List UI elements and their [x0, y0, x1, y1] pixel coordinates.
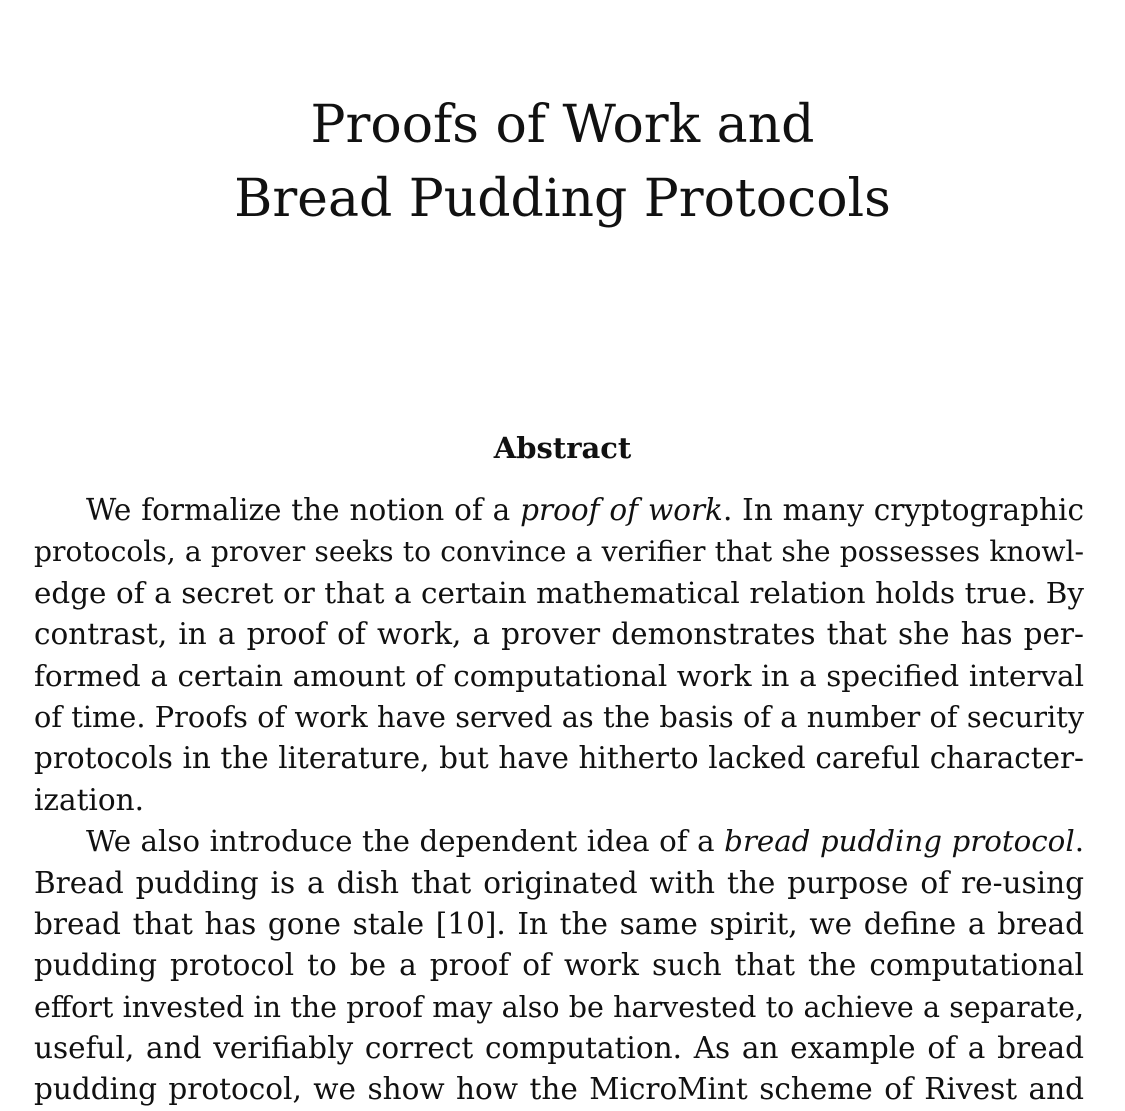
abstract-p1-line-3: edge of a secret or that a certain mathematical relation holds true. By	[34, 575, 1084, 610]
abstract-p2-line-5: effort invested in the proof may also be harvested to achieve a separate,	[34, 990, 1084, 1024]
abstract-p1-line-1-post: . In many cryptographic	[722, 493, 1084, 527]
abstract-term-proof-of-work: proof of work	[520, 493, 723, 527]
abstract-p1-line-2: protocols, a prover seeks to convince a verifier that she possesses knowl-	[34, 535, 1084, 569]
abstract-p1-line-1	[34, 490, 1084, 531]
abstract-term-bread-pudding-protocol: bread pudding protocol	[724, 824, 1075, 859]
abstract-p2-line-3: bread that has gone stale [10]. In the same spirit, we define a bread	[34, 906, 1084, 941]
abstract-p2-line-1-pre: We also introduce the dependent idea of a	[86, 824, 725, 859]
title-line-2: Bread Pudding Protocols	[234, 169, 891, 229]
abstract-p1-line-8: ization.	[34, 782, 144, 817]
abstract-p1-line-6: of time. Proofs of work have served as the basis of a number of security	[34, 699, 1084, 734]
paper-title	[0, 88, 1125, 236]
abstract-heading: Abstract	[493, 431, 632, 465]
abstract-p1-line-5: formed a certain amount of computational work in a specified interval	[34, 658, 1084, 693]
abstract-p2-line-7: pudding protocol, we show how the MicroMint scheme of Rivest and	[34, 1072, 1084, 1107]
title-line-1: Proofs of Work and	[310, 95, 815, 155]
abstract-body	[34, 490, 1084, 1111]
abstract-p2-line-1	[34, 821, 1084, 862]
abstract-p1-line-7: protocols in the literature, but have hitherto lacked careful character-	[34, 741, 1084, 776]
abstract-p2-line-6: useful, and verifiably correct computation. As an example of a bread	[34, 1031, 1084, 1066]
abstract-p2-line-4: pudding protocol to be a proof of work such that the computational	[34, 948, 1084, 983]
abstract-p2-line-2: Bread pudding is a dish that originated with the purpose of re-using	[34, 865, 1084, 900]
abstract-p2-line-1-post: .	[1074, 824, 1084, 859]
abstract-p1-line-1-pre: We formalize the notion of a	[86, 493, 521, 527]
abstract-p1-line-4: contrast, in a proof of work, a prover demonstrates that she has per-	[34, 617, 1084, 652]
